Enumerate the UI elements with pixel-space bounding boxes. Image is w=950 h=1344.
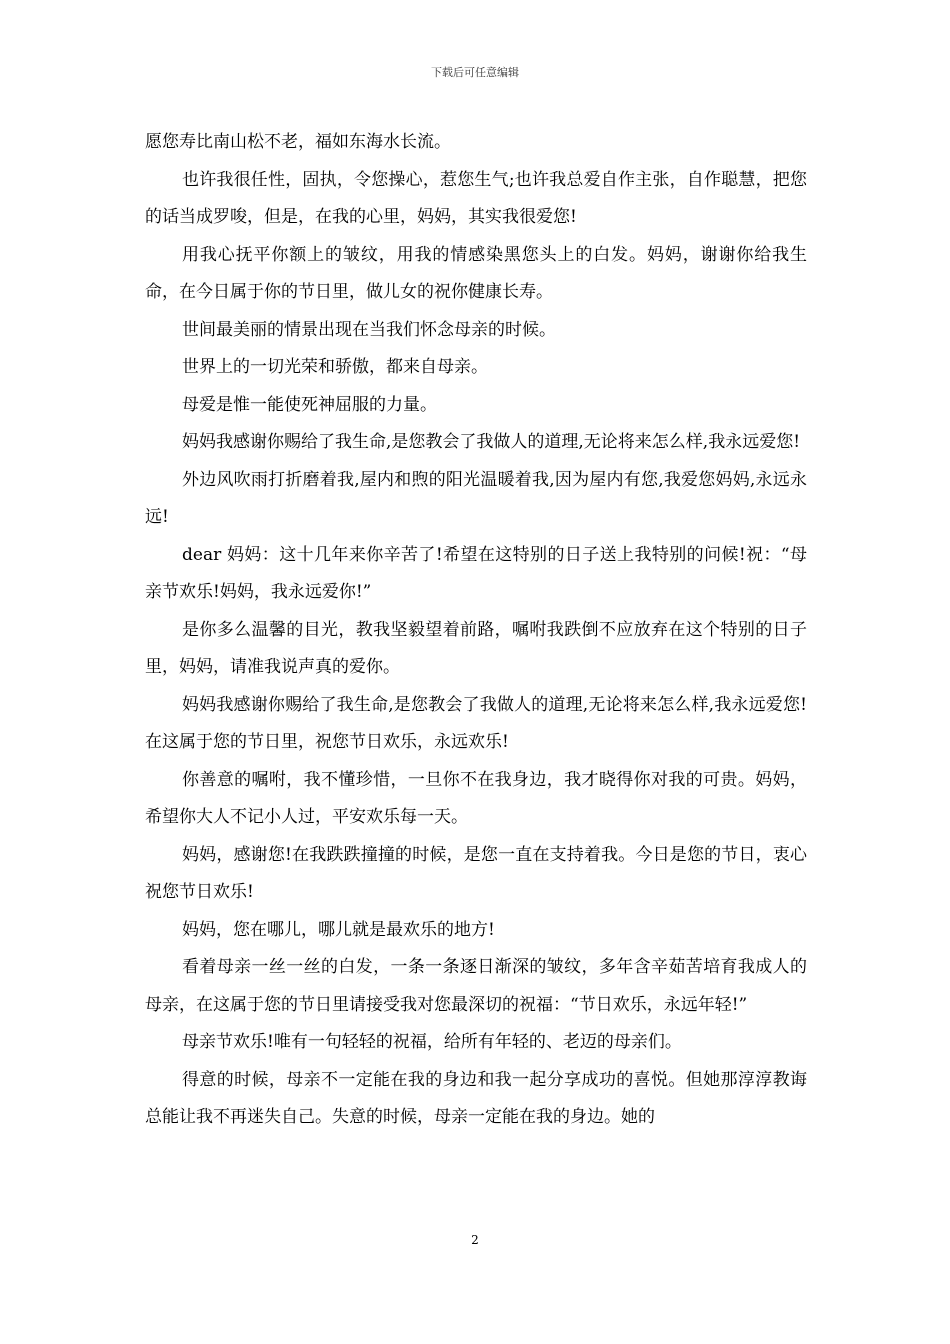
- document-body: [145, 124, 807, 1137]
- paragraph: 你善意的嘱咐，我不懂珍惜，一旦你不在我身边，我才晓得你对我的可贵。妈妈，希望你大人不记小人过，平安欢乐每一天。: [145, 769, 807, 827]
- paragraph: 得意的时候，母亲不一定能在我的身边和我一起分享成功的喜悦。但她那淳淳教诲总能让我不再迷失自己。失意的时候，母亲一定能在我的身边。她的: [145, 1069, 807, 1127]
- page-number: 2: [471, 1233, 479, 1247]
- paragraph: 愿您寿比南山松不老，福如东海水长流。: [145, 132, 451, 152]
- paragraph: 也许我很任性，固执，令您操心，惹您生气;也许我总爱自作主张，自作聪慧，把您的话当成罗唆，但是，在我的心里，妈妈，其实我很爱您!: [145, 169, 807, 227]
- paragraph: 母亲节欢乐!唯有一句轻轻的祝福，给所有年轻的、老迈的母亲们。: [182, 1032, 682, 1052]
- paragraph: 母爱是惟一能使死神屈服的力量。: [182, 394, 437, 415]
- paragraph: 世界上的一切光荣和骄傲，都来自母亲。: [182, 357, 488, 377]
- paragraph: 妈妈我感谢你赐给了我生命,是您教会了我做人的道理,无论将来怎么样,我永远爱您!在这属于您的节日里，祝您节日欢乐，永远欢乐!: [145, 694, 807, 752]
- paragraph: 妈妈我感谢你赐给了我生命,是您教会了我做人的道理,无论将来怎么样,我永远爱您!: [182, 432, 801, 452]
- paragraph: 看着母亲一丝一丝的白发，一条一条逐日渐深的皱纹，多年含辛茹苦培育我成人的母亲，在这属于您的节日里请接受我对您最深切的祝福：“节日欢乐，永远年轻!”: [145, 957, 807, 1015]
- paragraph: 是你多么温馨的目光，教我坚毅望着前路，嘱咐我跌倒不应放弃在这个特别的日子里，妈妈，请准我说声真的爱你。: [145, 619, 807, 677]
- paragraph: dear 妈妈：这十几年来你辛苦了!希望在这特别的日子送上我特别的问候!祝：“母亲节欢乐!妈妈，我永远爱你!”: [145, 544, 807, 602]
- paragraph: 用我心抚平你额上的皱纹，用我的情感染黑您头上的白发。妈妈，谢谢你给我生命，在今日属于你的节日里，做儿女的祝你健康长寿。: [145, 244, 807, 302]
- paragraph: 外边风吹雨打折磨着我,屋内和煦的阳光温暖着我,因为屋内有您,我爱您妈妈,永远永远!: [145, 469, 807, 527]
- paragraph: 妈妈，感谢您!在我跌跌撞撞的时候，是您一直在支持着我。今日是您的节日，衷心祝您节日欢乐!: [145, 844, 807, 902]
- paragraph: 妈妈，您在哪儿，哪儿就是最欢乐的地方!: [182, 919, 495, 940]
- paragraph: 世间最美丽的情景出现在当我们怀念母亲的时候。: [182, 319, 556, 340]
- page-header-note: 下载后可任意编辑: [431, 66, 519, 79]
